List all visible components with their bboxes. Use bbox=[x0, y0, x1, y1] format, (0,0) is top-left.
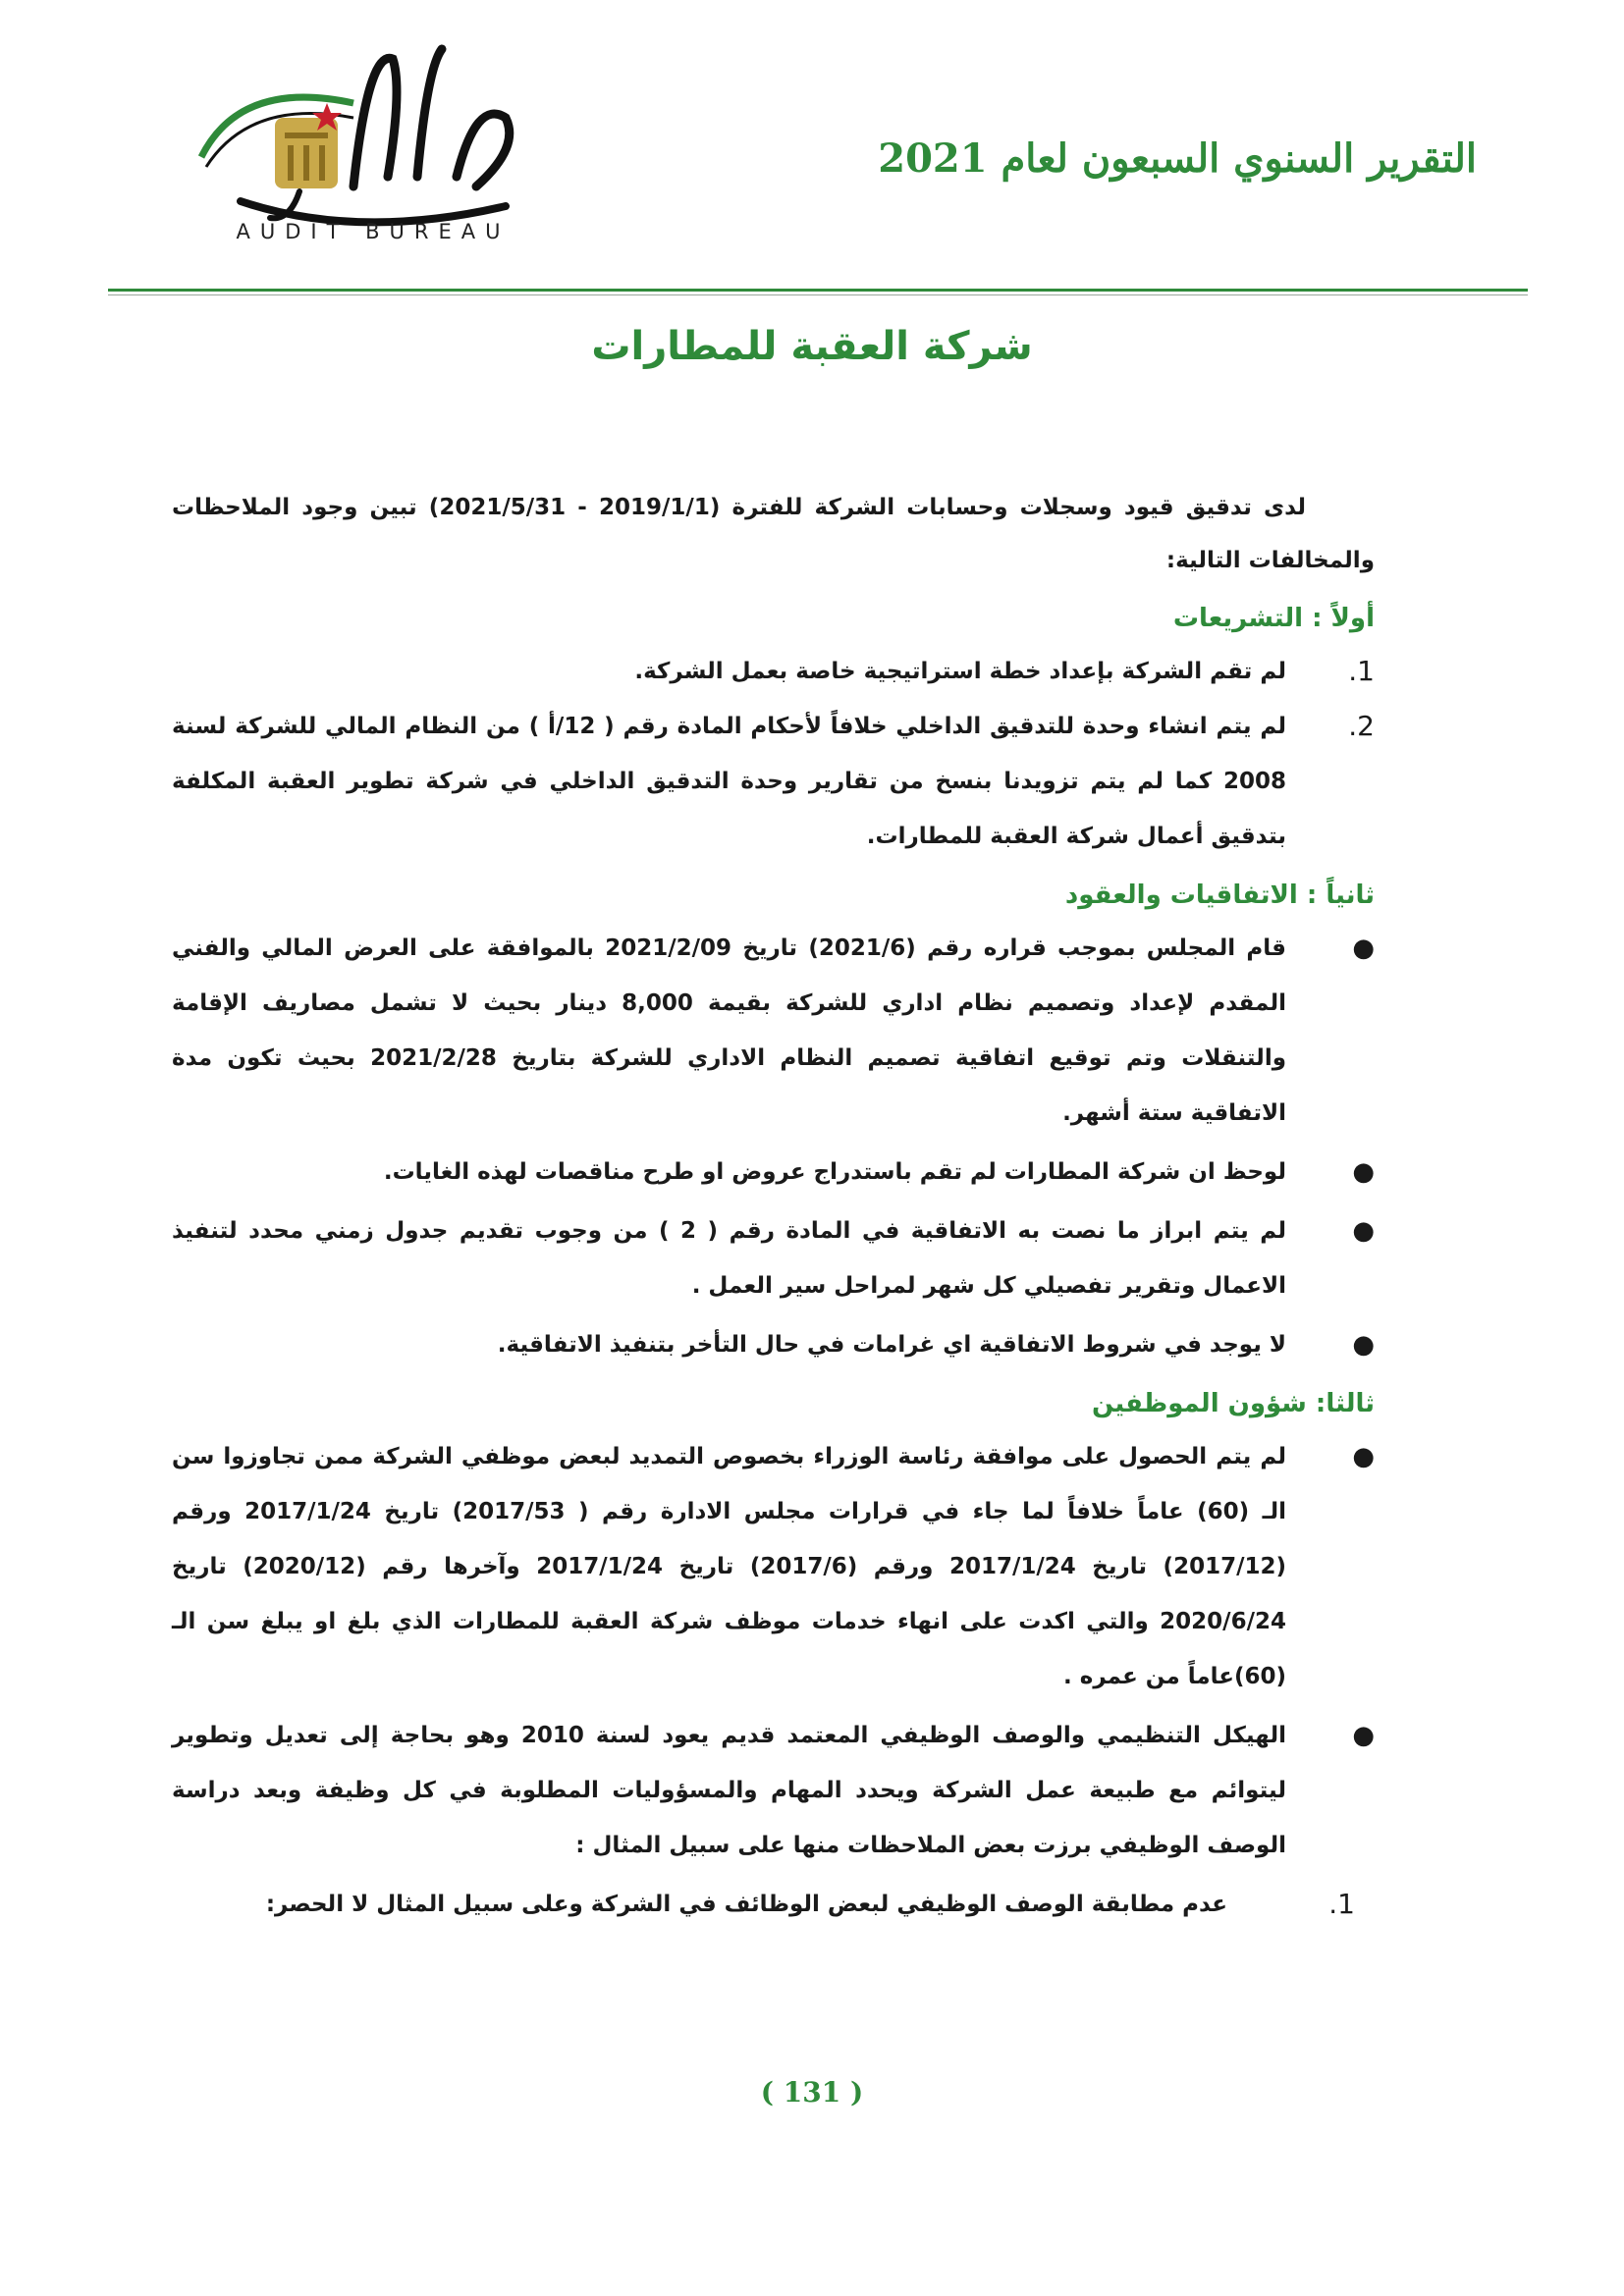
list-item bbox=[172, 921, 1375, 1141]
header-divider bbox=[108, 289, 1528, 292]
item-text: لم يتم انشاء وحدة للتدقيق الداخلي خلافاً لأحكام المادة رقم ( 12/أ ) من النظام المالي للشركة لسنة 2008 كما لم يتم تزويدنا بنسخ من تقارير وحدة التدقيق الداخلي في شركة تطوير العقبة المكلفة بتدقيق أعمال شركة العقبة للمطارات. bbox=[172, 714, 1286, 849]
list-item bbox=[172, 644, 1375, 699]
bullet-icon: ● bbox=[1352, 934, 1375, 963]
report-body bbox=[172, 481, 1375, 1932]
bullet-icon: ● bbox=[1352, 1330, 1375, 1360]
list-item bbox=[172, 1203, 1375, 1313]
report-title: التقرير السنوي السبعون لعام 2021 bbox=[878, 135, 1477, 182]
page-title: شركة العقبة للمطارات bbox=[591, 324, 1033, 369]
section-heading-agreements: ثانياً : الاتفاقيات والعقود bbox=[1064, 881, 1375, 910]
page-number: ( 131 ) bbox=[760, 2076, 864, 2109]
list-item bbox=[172, 1708, 1375, 1873]
bullet-icon: ● bbox=[1352, 1157, 1375, 1187]
item-number: 1. bbox=[1348, 655, 1375, 687]
item-number: 2. bbox=[1348, 710, 1375, 742]
bullet-icon: ● bbox=[1352, 1216, 1375, 1246]
item-text: قام المجلس بموجب قراره رقم (2021/6) تاريخ 2021/2/09 بالموافقة على العرض المالي والفني المقدم لإعداد وتصميم نظام اداري للشركة بقيمة 8,000 دينار بحيث لا تشمل مصاريف الإقامة والتنقلات وتم توقيع اتفاقية تصميم النظام الاداري للشركة بتاريخ 2021/2/28 بحيث تكون مدة الاتفاقية ستة أشهر. bbox=[172, 935, 1286, 1126]
item-text: لم يتم الحصول على موافقة رئاسة الوزراء بخصوص التمديد لبعض موظفي الشركة ممن تجاوزوا سن الـ (60) عاماً خلافاً لما جاء في قرارات مجلس الادارة رقم ( 2017/53) تاريخ 2017/1/24 ورقم (2017/12) تاريخ 2017/1/24 ورقم (2017/6) تاريخ 2017/1/24 وآخرها رقم (2020/12) تاريخ 2020/6/24 والتي اكدت على انهاء خدمات موظف شركة العقبة للمطارات الذي بلغ او يبلغ سن الـ (60)عاماً من عمره . bbox=[172, 1444, 1286, 1689]
list-item bbox=[172, 1145, 1375, 1200]
item-text: لم تقم الشركة بإعداد خطة استراتيجية خاصة بعمل الشركة. bbox=[634, 659, 1286, 684]
section-heading-personnel: ثالثا: شؤون الموظفين bbox=[1091, 1389, 1375, 1418]
logo-subtitle: AUDIT BUREAU bbox=[236, 220, 511, 243]
item-text: الهيكل التنظيمي والوصف الوظيفي المعتمد قديم يعود لسنة 2010 وهو بحاجة إلى تعديل وتطوير ليتوائم مع طبيعة عمل الشركة ويحدد المهام والمسؤوليات المطلوبة في كل وظيفة وبعد دراسة الوصف الوظيفي برزت بعض الملاحظات منها على سبيل المثال : bbox=[172, 1723, 1286, 1858]
list-item bbox=[172, 1429, 1375, 1704]
intro-paragraph: لدى تدقيق قيود وسجلات وحسابات الشركة للفترة (2019/1/1 - 2021/5/31) تبين وجود الملاحظات والمخالفات التالية: bbox=[172, 495, 1375, 573]
item-text: عدم مطابقة الوصف الوظيفي لبعض الوظائف في الشركة وعلى سبيل المثال لا الحصر: bbox=[265, 1892, 1227, 1917]
item-text: لوحظ ان شركة المطارات لم تقم باستدراج عروض او طرح مناقصات لهذه الغايات. bbox=[383, 1159, 1286, 1185]
header-divider-thin bbox=[108, 294, 1528, 295]
list-item bbox=[172, 699, 1375, 864]
item-number: 1. bbox=[1328, 1888, 1355, 1920]
list-item bbox=[172, 1317, 1375, 1372]
bullet-icon: ● bbox=[1352, 1721, 1375, 1750]
section-heading-legislation: أولاً : التشريعات bbox=[1172, 604, 1375, 633]
bullet-icon: ● bbox=[1352, 1442, 1375, 1471]
item-text: لم يتم ابراز ما نصت به الاتفاقية في المادة رقم ( 2 ) من وجوب تقديم جدول زمني محدد لتنفيذ الاعمال وتقرير تفصيلي كل شهر لمراحل سير العمل . bbox=[172, 1218, 1286, 1299]
sub-list-item bbox=[172, 1877, 1375, 1932]
item-text: لا يوجد في شروط الاتفاقية اي غرامات في حال التأخر بتنفيذ الاتفاقية. bbox=[497, 1332, 1286, 1358]
